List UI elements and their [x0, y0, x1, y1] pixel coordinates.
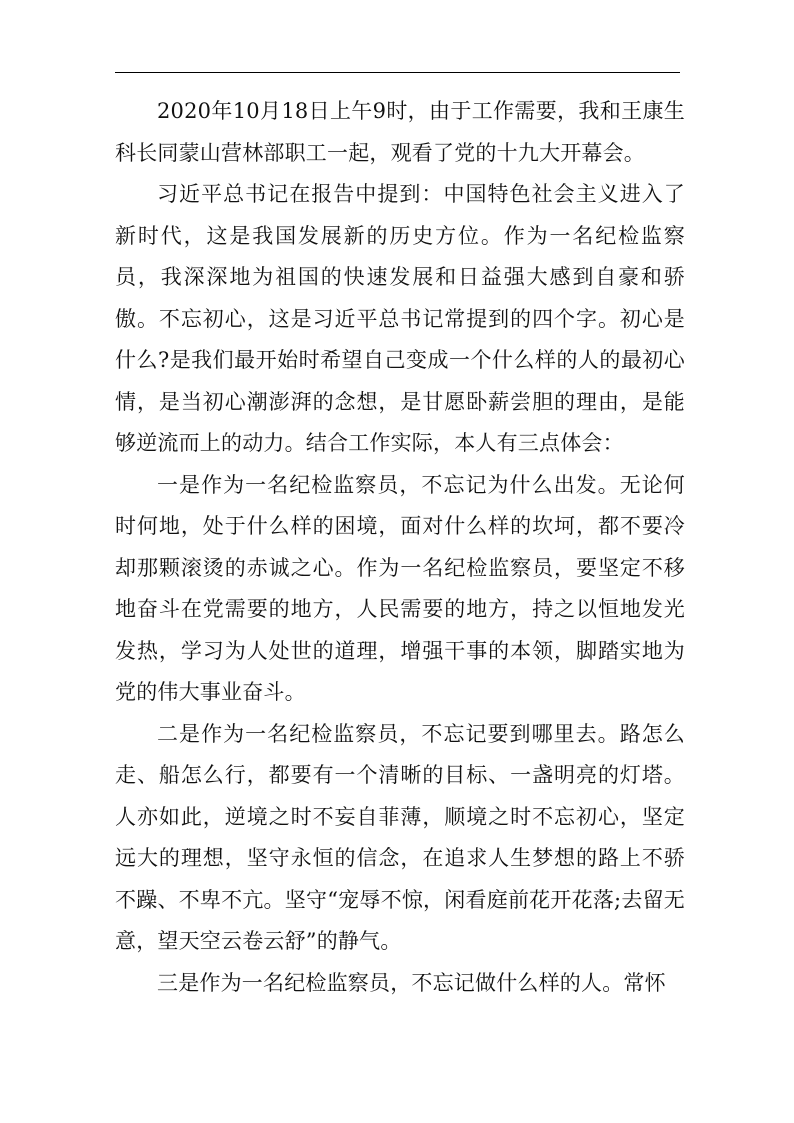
paragraph-5: 三是作为一名纪检监察员，不忘记做什么样的人。常怀 [157, 970, 666, 995]
header-rule [115, 72, 680, 73]
paragraph-2: 习近平总书记在报告中提到：中国特色社会主义进入了新时代，这是我国发展新的历史方位。作为一名纪检监察员，我深深地为祖国的快速发展和日益强大感到自豪和骄傲。不忘初心，这是习近平总书记常提到的四个字。初心是什么?是我们最开始时希望自己变成一个什么样的人的最初心情，是当初心潮澎湃的念想，是甘愿卧薪尝胆的理由，是能够逆流而上的动力。结合工作实际，本人有三点体会： [115, 182, 685, 455]
paragraph-3: 一是作为一名纪检监察员，不忘记为什么出发。无论何时何地，处于什么样的困境，面对什么样的坎坷，都不要冷却那颗滚烫的赤诚之心。作为一名纪检监察员，要坚定不移地奋斗在党需要的地方，人民需要的地方，持之以恒地发光发热，学习为人处世的道理，增强干事的本领，脚踏实地为党的伟大事业奋斗。 [115, 472, 685, 704]
paragraph-4: 二是作为一名纪检监察员，不忘记要到哪里去。路怎么走、船怎么行，都要有一个清晰的目标、一盏明亮的灯塔。人亦如此，逆境之时不妄自菲薄，顺境之时不忘初心，坚定远大的理想，坚守永恒的信念，在追求人生梦想的路上不骄不躁、不卑不亢。坚守“宠辱不惊，闲看庭前花开花落;去留无意，望天空云卷云舒”的静气。 [115, 721, 685, 953]
document-body [115, 91, 685, 1004]
paragraph-1: 2020年10月18日上午9时，由于工作需要，我和王康生科长同蒙山营林部职工一起，观看了党的十九大开幕会。 [115, 99, 685, 165]
